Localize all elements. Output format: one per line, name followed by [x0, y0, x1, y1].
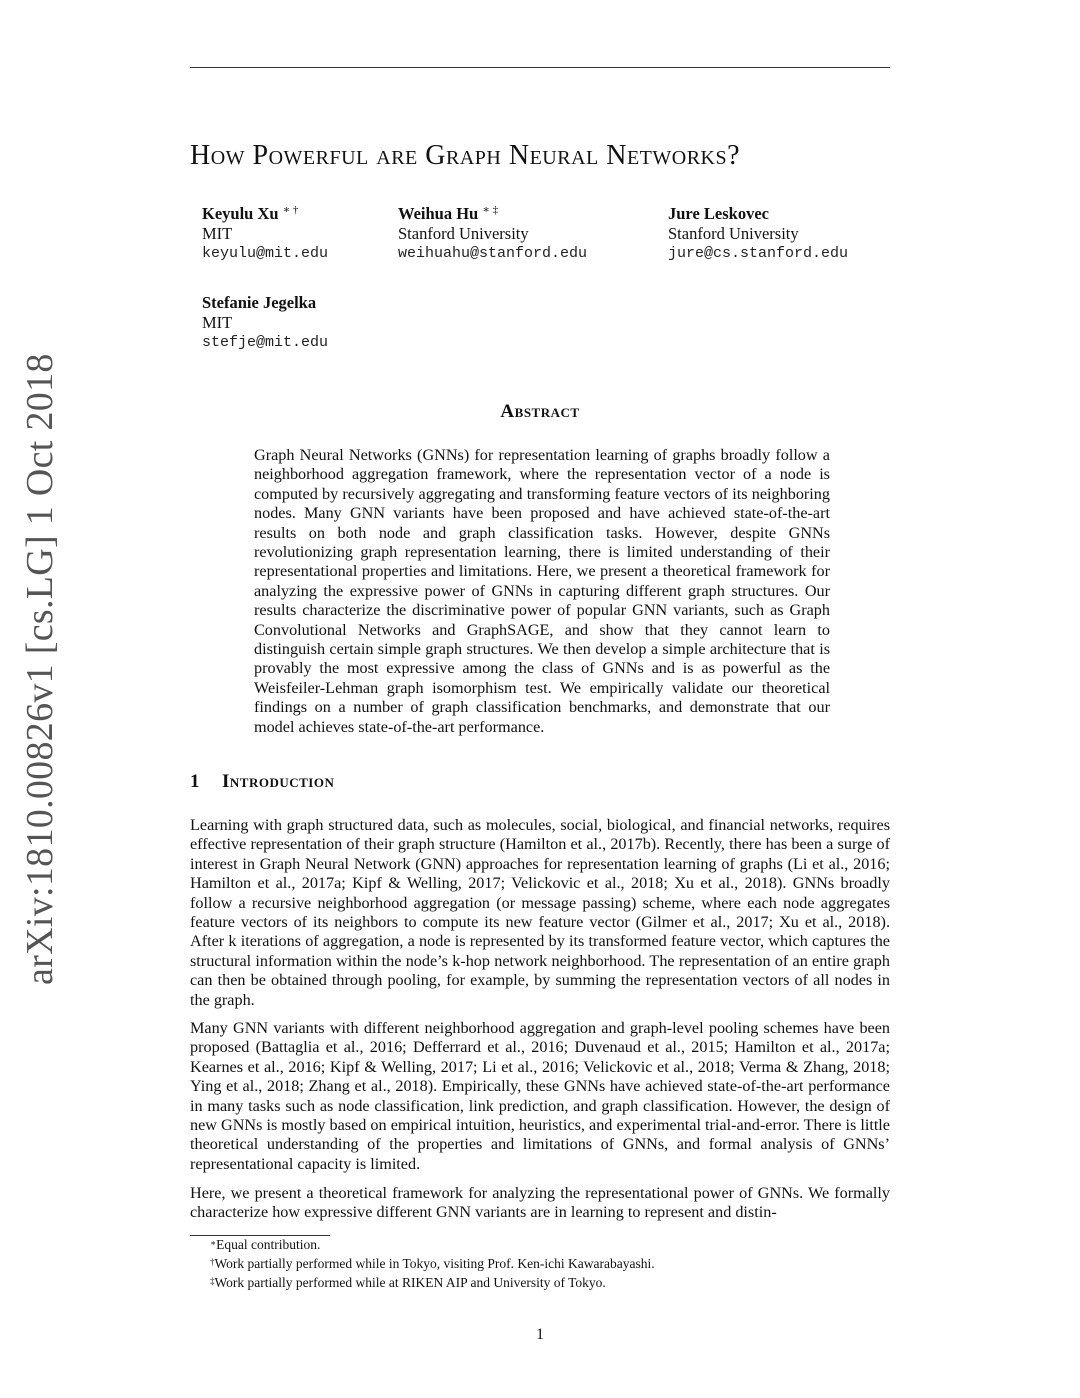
author-block: [202, 293, 328, 353]
abstract-heading: Abstract: [500, 401, 580, 422]
page-number: 1: [536, 1326, 544, 1343]
header-rule: [190, 67, 890, 68]
footnote: [210, 1236, 320, 1254]
section-number: 1: [190, 771, 200, 792]
author-email: stefje@mit.edu: [202, 334, 329, 351]
arxiv-identifier: arXiv:1810.00826v1 [cs.LG] 1 Oct 2018: [19, 353, 61, 985]
author-block: [398, 204, 587, 264]
section-heading: [190, 771, 334, 793]
author-name: Keyulu Xu: [202, 204, 279, 223]
author-marks: ∗ †: [282, 204, 299, 216]
footnote-text: Work partially performed while in Tokyo, visiting Prof. Ken-ichi Kawarabayashi.: [214, 1256, 655, 1271]
footnote-text: Equal contribution.: [216, 1237, 321, 1252]
body-paragraph: Many GNN variants with different neighborhood aggregation and graph-level pooling schemes have been proposed (Battaglia et al., 2016; Defferrard et al., 2016; Duvenaud et al., 2015; Hamilton et al., 2017a; Kearnes et al., 2016; Kipf & Welling, 2017; Li et al., 2016; Velickovic et al., 2018; Verma & Zhang, 2018; Ying et al., 2018; Zhang et al., 2018). Empirically, these GNNs have achieved state-of-the-art performance in many tasks such as node classification, link prediction, and graph classification. However, the design of new GNNs is mostly based on empirical intuition, heuristics, and experimental trial-and-error. There is little theoretical understanding of the properties and limitations of GNNs, and formal analysis of GNNs’ representational capacity is limited.: [190, 1019, 890, 1173]
author-email: weihuahu@stanford.edu: [398, 245, 588, 262]
author-email: jure@cs.stanford.edu: [668, 245, 849, 262]
author-affiliation: MIT: [202, 224, 233, 243]
section-title: Introduction: [222, 771, 335, 792]
author-block: [202, 204, 328, 264]
author-email: keyulu@mit.edu: [202, 245, 329, 262]
footnote-text: Work partially performed while at RIKEN AIP and University of Tokyo.: [214, 1275, 606, 1290]
body-paragraph: Learning with graph structured data, such as molecules, social, biological, and financial networks, requires effective representation of their graph structure (Hamilton et al., 2017b). Recently, there has been a surge of interest in Graph Neural Network (GNN) approaches for representation learning of graphs (Li et al., 2016; Hamilton et al., 2017a; Kipf & Welling, 2017; Velickovic et al., 2018; Xu et al., 2018). GNNs broadly follow a recursive neighborhood aggregation (or message passing) scheme, where each node aggregates feature vectors of its neighbors to compute its new feature vector (Gilmer et al., 2017; Xu et al., 2018). After k iterations of aggregation, a node is represented by its transformed feature vector, which captures the structural information within the node’s k-hop network neighborhood. The representation of an entire graph can then be obtained through pooling, for example, by summing the representation vectors of all nodes in the graph.: [190, 816, 890, 1009]
author-block: [668, 204, 848, 264]
author-name: Stefanie Jegelka: [202, 293, 317, 312]
footnote-mark: ∗: [210, 1238, 217, 1248]
author-affiliation: Stanford University: [398, 224, 529, 243]
author-name: Jure Leskovec: [668, 204, 769, 223]
author-marks: ∗ ‡: [482, 204, 499, 216]
footnote: [210, 1255, 655, 1273]
body-paragraph: Here, we present a theoretical framework for analyzing the representational power of GNNs. We formally characterize how expressive different GNN variants are in learning to represent and distin-: [190, 1184, 890, 1222]
abstract-text: Graph Neural Networks (GNNs) for representation learning of graphs broadly follow a neighborhood aggregation framework, where the representation vector of a node is computed by recursively aggregating and transforming feature vectors of its neighboring nodes. Many GNN variants have been proposed and have achieved state-of-the-art results on both node and graph classification tasks. However, despite GNNs revolutionizing graph representation learning, there is limited understanding of their representational properties and limitations. Here, we present a theoretical framework for analyzing the expressive power of GNNs in capturing different graph structures. Our results characterize the discriminative power of popular GNN variants, such as Graph Convolutional Networks and GraphSAGE, and show that they cannot learn to distinguish certain simple graph structures. We then develop a simple architecture that is provably the most expressive among the class of GNNs and is as powerful as the Weisfeiler-Lehman graph isomorphism test. We empirically validate our theoretical findings on a number of graph classification benchmarks, and demonstrate that our model achieves state-of-the-art performance.: [254, 446, 830, 736]
footnote: [210, 1274, 606, 1292]
author-affiliation: Stanford University: [668, 224, 799, 243]
author-name: Weihua Hu: [398, 204, 479, 223]
paper-title: How Powerful are Graph Neural Networks?: [190, 140, 741, 171]
footnote-mark: †: [210, 1257, 215, 1267]
footnote-mark: ‡: [210, 1276, 215, 1286]
author-affiliation: MIT: [202, 313, 233, 332]
